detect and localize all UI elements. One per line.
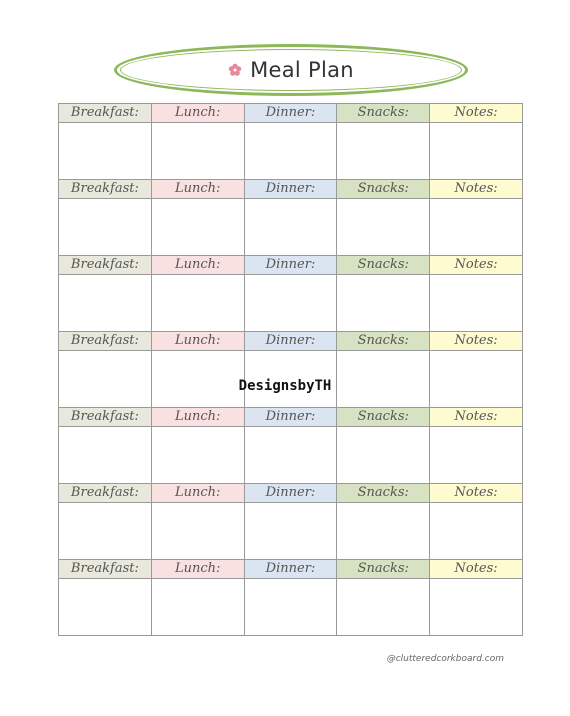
entry-row (59, 123, 523, 180)
flower-icon (228, 63, 242, 77)
cell-dinner[interactable] (244, 503, 337, 560)
header-dinner: Dinner: (244, 484, 337, 503)
cell-dinner[interactable] (244, 123, 337, 180)
cell-snacks[interactable] (337, 275, 430, 332)
header-breakfast: Breakfast: (59, 560, 152, 579)
header-snacks: Snacks: (337, 484, 430, 503)
page-title: Meal Plan (250, 58, 354, 82)
header-dinner: Dinner: (244, 332, 337, 351)
header-lunch: Lunch: (151, 180, 244, 199)
header-snacks: Snacks: (337, 560, 430, 579)
header-row (59, 408, 523, 427)
cell-notes[interactable] (430, 275, 523, 332)
header-breakfast: Breakfast: (59, 484, 152, 503)
header-dinner: Dinner: (244, 180, 337, 199)
header-lunch: Lunch: (151, 560, 244, 579)
header-breakfast: Breakfast: (59, 408, 152, 427)
header-dinner: Dinner: (244, 408, 337, 427)
cell-breakfast[interactable] (59, 579, 152, 636)
header-snacks: Snacks: (337, 104, 430, 123)
cell-dinner[interactable] (244, 427, 337, 484)
cell-lunch[interactable] (151, 503, 244, 560)
cell-snacks[interactable] (337, 199, 430, 256)
cell-lunch[interactable] (151, 275, 244, 332)
header-notes: Notes: (430, 484, 523, 503)
cell-dinner[interactable] (244, 199, 337, 256)
header-row (59, 256, 523, 275)
header-breakfast: Breakfast: (59, 256, 152, 275)
cell-notes[interactable] (430, 579, 523, 636)
cell-snacks[interactable] (337, 579, 430, 636)
header-notes: Notes: (430, 180, 523, 199)
cell-dinner[interactable] (244, 579, 337, 636)
cell-notes[interactable] (430, 199, 523, 256)
header-notes: Notes: (430, 104, 523, 123)
credit-text: @clutteredcorkboard.com (386, 654, 504, 664)
header-lunch: Lunch: (151, 256, 244, 275)
cell-lunch[interactable] (151, 579, 244, 636)
cell-dinner[interactable] (244, 275, 337, 332)
entry-row (59, 579, 523, 636)
header-row (59, 104, 523, 123)
header-dinner: Dinner: (244, 104, 337, 123)
meal-plan-grid (58, 103, 523, 636)
header-lunch: Lunch: (151, 408, 244, 427)
cell-notes[interactable] (430, 123, 523, 180)
header-snacks: Snacks: (337, 408, 430, 427)
entry-row (59, 275, 523, 332)
header-row (59, 484, 523, 503)
cell-breakfast[interactable] (59, 199, 152, 256)
header-breakfast: Breakfast: (59, 104, 152, 123)
header-lunch: Lunch: (151, 484, 244, 503)
cell-breakfast[interactable] (59, 427, 152, 484)
cell-notes[interactable] (430, 503, 523, 560)
cell-snacks[interactable] (337, 123, 430, 180)
header-snacks: Snacks: (337, 256, 430, 275)
header-row (59, 332, 523, 351)
entry-row (59, 503, 523, 560)
header-breakfast: Breakfast: (59, 332, 152, 351)
header-breakfast: Breakfast: (59, 180, 152, 199)
cell-breakfast[interactable] (59, 123, 152, 180)
header-dinner: Dinner: (244, 560, 337, 579)
header-notes: Notes: (430, 560, 523, 579)
header-dinner: Dinner: (244, 256, 337, 275)
cell-breakfast[interactable] (59, 503, 152, 560)
cell-lunch[interactable] (151, 427, 244, 484)
entry-row (59, 199, 523, 256)
header-lunch: Lunch: (151, 332, 244, 351)
header-snacks: Snacks: (337, 332, 430, 351)
header-lunch: Lunch: (151, 104, 244, 123)
header-notes: Notes: (430, 332, 523, 351)
header-snacks: Snacks: (337, 180, 430, 199)
watermark: DesignsbyTH (238, 378, 332, 394)
cell-notes[interactable] (430, 427, 523, 484)
entry-row (59, 427, 523, 484)
header-notes: Notes: (430, 256, 523, 275)
cell-lunch[interactable] (151, 199, 244, 256)
header-row (59, 180, 523, 199)
cell-lunch[interactable] (151, 123, 244, 180)
title-banner (114, 44, 468, 96)
cell-breakfast[interactable] (59, 275, 152, 332)
header-notes: Notes: (430, 408, 523, 427)
cell-snacks[interactable] (337, 503, 430, 560)
cell-snacks[interactable] (337, 427, 430, 484)
header-row (59, 560, 523, 579)
